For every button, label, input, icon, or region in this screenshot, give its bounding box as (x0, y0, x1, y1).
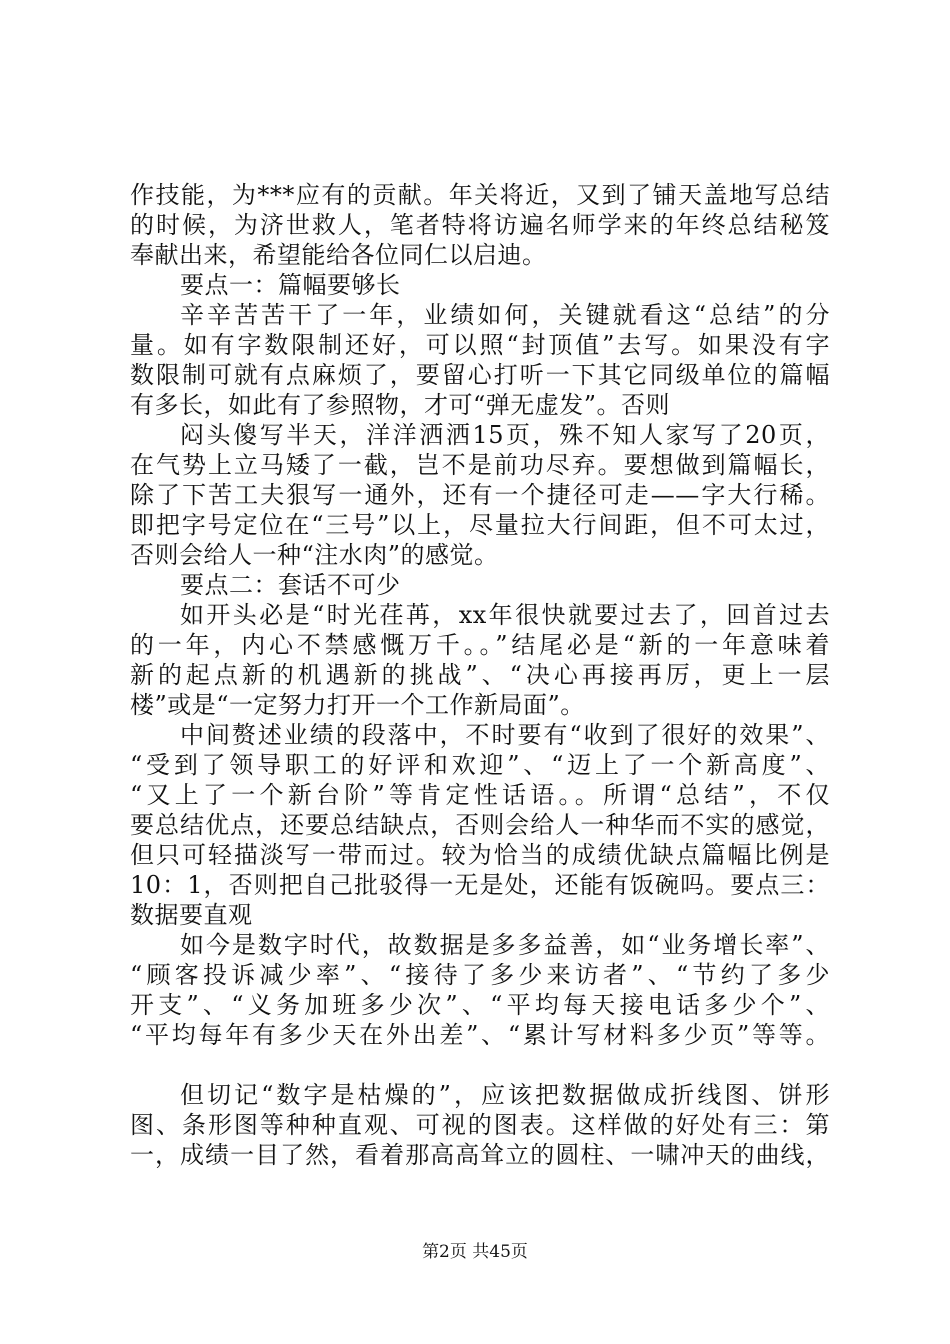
text-line: 数限制可就有点麻烦了，要留心打听一下其它同级单位的篇幅 (130, 361, 830, 389)
text-line: “又上了一个新台阶”等肯定性话语。。所谓“总结”，不仅 (130, 781, 830, 809)
text-line: 有多长，如此有了参照物，才可“弹无虚发”。否则 (130, 391, 671, 419)
text-line: 要点二：套话不可少 (180, 571, 401, 599)
text-line: “受到了领导职工的好评和欢迎”、“迈上了一个新高度”、 (130, 751, 830, 779)
text-line: 但切记“数字是枯燥的”，应该把数据做成折线图、饼形 (180, 1081, 830, 1109)
text-line: “顾客投诉减少率”、“接待了多少来访者”、“节约了多少 (130, 961, 830, 989)
document-body (130, 180, 830, 1170)
text-line: 辛辛苦苦干了一年，业绩如何，关键就看这“总结”的分 (180, 301, 830, 329)
text-line: 中间赘述业绩的段落中，不时要有“收到了很好的效果”、 (180, 721, 830, 749)
text-line: 除了下苦工夫狠写一通外，还有一个捷径可走——字大行稀。 (130, 481, 830, 509)
page-footer: 第2页 共45页 (422, 1242, 528, 1262)
text-line: 即把字号定位在“三号”以上，尽量拉大行间距，但不可太过， (130, 511, 830, 539)
text-line: 但只可轻描淡写一带而过。较为恰当的成绩优缺点篇幅比例是 (130, 841, 830, 869)
text-line: 在气势上立马矮了一截，岂不是前功尽弃。要想做到篇幅长， (130, 451, 830, 479)
text-line: 图、条形图等种种直观、可视的图表。这样做的好处有三：第 (130, 1111, 830, 1139)
text-line: 一，成绩一目了然，看着那高高耸立的圆柱、一啸冲天的曲线， (130, 1141, 830, 1169)
blank-line (130, 1050, 830, 1080)
text-line: 奉献出来，希望能给各位同仁以启迪。 (130, 241, 547, 269)
text-line: 作技能，为***应有的贡献。年关将近，又到了铺天盖地写总结 (130, 181, 830, 209)
text-line: 楼”或是“一定努力打开一个工作新局面”。 (130, 691, 585, 719)
text-line: 新的起点新的机遇新的挑战”、“决心再接再厉，更上一层 (130, 661, 830, 689)
text-line: 的一年，内心不禁感慨万千。。”结尾必是“新的一年意味着 (130, 631, 830, 659)
text-line: 数据要直观 (130, 901, 253, 929)
text-line: 否则会给人一种“注水肉”的感觉。 (130, 541, 499, 569)
text-line: 要总结优点，还要总结缺点，否则会给人一种华而不实的感觉， (130, 811, 830, 839)
text-line: 的时候，为济世救人，笔者特将访遍名师学来的年终总结秘笈 (130, 211, 830, 239)
text-line: 10：1，否则把自己批驳得一无是处，还能有饭碗吗。要点三： (130, 871, 830, 899)
text-line: 要点一：篇幅要够长 (180, 271, 401, 299)
text-line: 如开头必是“时光荏苒，xx年很快就要过去了，回首过去 (180, 601, 830, 629)
text-line: 量。如有字数限制还好，可以照“封顶值”去写。如果没有字 (130, 331, 830, 359)
text-line: 闷头傻写半天，洋洋洒洒15页，殊不知人家写了20页， (180, 421, 830, 449)
text-line: 如今是数字时代，故数据是多多益善，如“业务增长率”、 (180, 931, 830, 959)
text-line: “平均每年有多少天在外出差”、“累计写材料多少页”等等。 (130, 1021, 830, 1049)
text-line: 开支”、“义务加班多少次”、“平均每天接电话多少个”、 (130, 991, 830, 1019)
